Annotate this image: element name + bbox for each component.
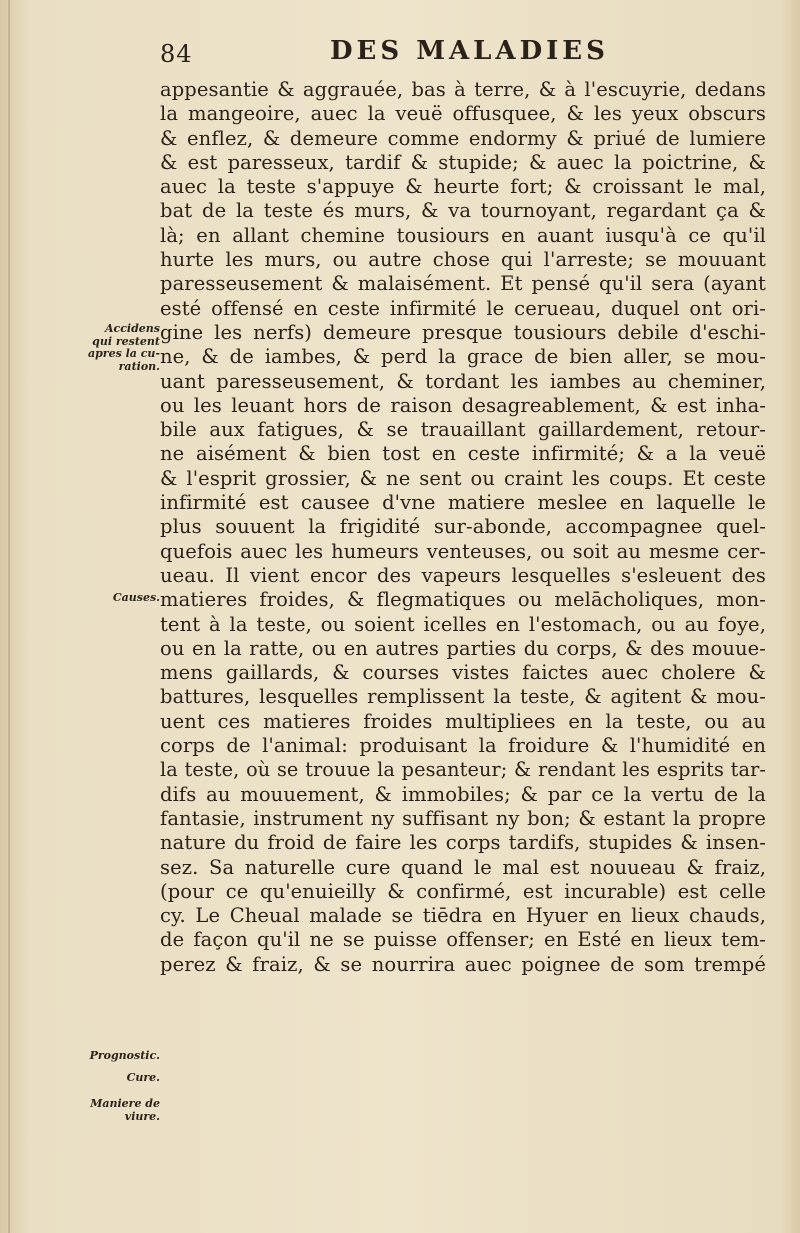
text-line: ou en la ratte, ou en autres parties du corps, & des mouue- bbox=[160, 636, 766, 660]
text-line: bat de la teste és murs, & va tournoyant, regardant ça & bbox=[160, 199, 766, 223]
text-line: sez. Sa naturelle cure quand le mal est nouueau & fraiz, bbox=[160, 855, 766, 879]
text-line: & est paresseux, tardif & stupide; & auec la poictrine, & bbox=[160, 150, 766, 174]
text-line: auec la teste s'appuye & heurte fort; & croissant le mal, bbox=[160, 175, 766, 199]
text-line: fantasie, instrument ny suffisant ny bon; & estant la propre bbox=[160, 806, 766, 830]
text-line: bile aux fatigues, & se trauaillant gaillardement, retour- bbox=[160, 418, 766, 442]
text-line: corps de l'animal: produisant la froidure & l'humidité en bbox=[160, 734, 766, 758]
text-line: hurte les murs, ou autre chose qui l'arreste; se mouuant bbox=[160, 248, 766, 272]
text-line: tent à la teste, ou soient icelles en l'estomach, ou au foye, bbox=[160, 612, 766, 636]
text-line: quefois auec les humeurs venteuses, ou soit au mesme cer- bbox=[160, 539, 766, 563]
running-title: DES MALADIES bbox=[330, 36, 609, 66]
text-line: gine les nerfs) demeure presque tousiours debile d'eschi- bbox=[160, 320, 766, 344]
margin-note-causes: Causes. bbox=[112, 591, 160, 604]
text-line: la mangeoire, auec la veuë offusquee, & les yeux obscurs bbox=[160, 102, 766, 126]
text-line: ne, & de iambes, & perd la grace de bien aller, se mou- bbox=[160, 345, 766, 369]
page-header bbox=[160, 36, 780, 76]
text-line: plus souuent la frigidité sur-abonde, accompagnee quel- bbox=[160, 515, 766, 539]
text-line: paresseusement & malaisément. Et pensé qu'il sera (ayant bbox=[160, 272, 766, 296]
text-line: esté offensé en ceste infirmité le cerueau, duquel ont ori- bbox=[160, 296, 766, 320]
text-line: & enflez, & demeure comme endormy & priué de lumiere bbox=[160, 126, 766, 150]
text-line: perez & fraiz, & se nourrira auec poignee de som trempé bbox=[160, 952, 766, 976]
page-number: 84 bbox=[160, 40, 193, 68]
text-line: uant paresseusement, & tordant les iambes au cheminer, bbox=[160, 369, 766, 393]
text-line: ne aisément & bien tost en ceste infirmité; & a la veuë bbox=[160, 442, 766, 466]
text-line: uent ces matieres froides multipliees en la teste, ou au bbox=[160, 709, 766, 733]
text-line: cy. Le Cheual malade se tiēdra en Hyuer en lieux chauds, bbox=[160, 904, 766, 928]
binding-gutter bbox=[8, 0, 10, 1233]
body-text bbox=[160, 78, 766, 977]
margin-note-accidens: Accidens qui restent apres la cu-ration. bbox=[87, 322, 160, 373]
text-line: ou les leuant hors de raison desagreablement, & est inha- bbox=[160, 393, 766, 417]
text-line: là; en allant chemine tousiours en auant iusqu'à ce qu'il bbox=[160, 223, 766, 247]
text-line: appesantie & aggrauée, bas à terre, & à l'escuyrie, dedans bbox=[160, 78, 766, 101]
text-line: battures, lesquelles remplissent la teste, & agitent & mou- bbox=[160, 685, 766, 709]
text-line: ueau. Il vient encor des vapeurs lesquelles s'esleuent des bbox=[160, 563, 766, 587]
margin-note-prognostic: Prognostic. bbox=[89, 1049, 160, 1062]
text-line: & l'esprit grossier, & ne sent ou craint les coups. Et ceste bbox=[160, 466, 766, 490]
text-line: de façon qu'il ne se puisse offenser; en Esté en lieux tem- bbox=[160, 928, 766, 952]
text-line: infirmité est causee d'vne matiere meslee en laquelle le bbox=[160, 491, 766, 515]
text-line: matieres froides, & flegmatiques ou melācholiques, mon- bbox=[160, 588, 766, 612]
margin-note-maniere-de-viure: Maniere de viure. bbox=[90, 1097, 160, 1123]
text-line: difs au mouuement, & immobiles; & par ce la vertu de la bbox=[160, 782, 766, 806]
text-line: la teste, où se trouue la pesanteur; & rendant les esprits tar- bbox=[160, 758, 766, 782]
text-line: mens gaillards, & courses vistes faictes auec cholere & bbox=[160, 661, 766, 685]
margin-note-cure: Cure. bbox=[126, 1071, 160, 1084]
text-line: nature du froid de faire les corps tardifs, stupides & insen- bbox=[160, 831, 766, 855]
text-line: (pour ce qu'enuieilly & confirmé, est incurable) est celle bbox=[160, 879, 766, 903]
